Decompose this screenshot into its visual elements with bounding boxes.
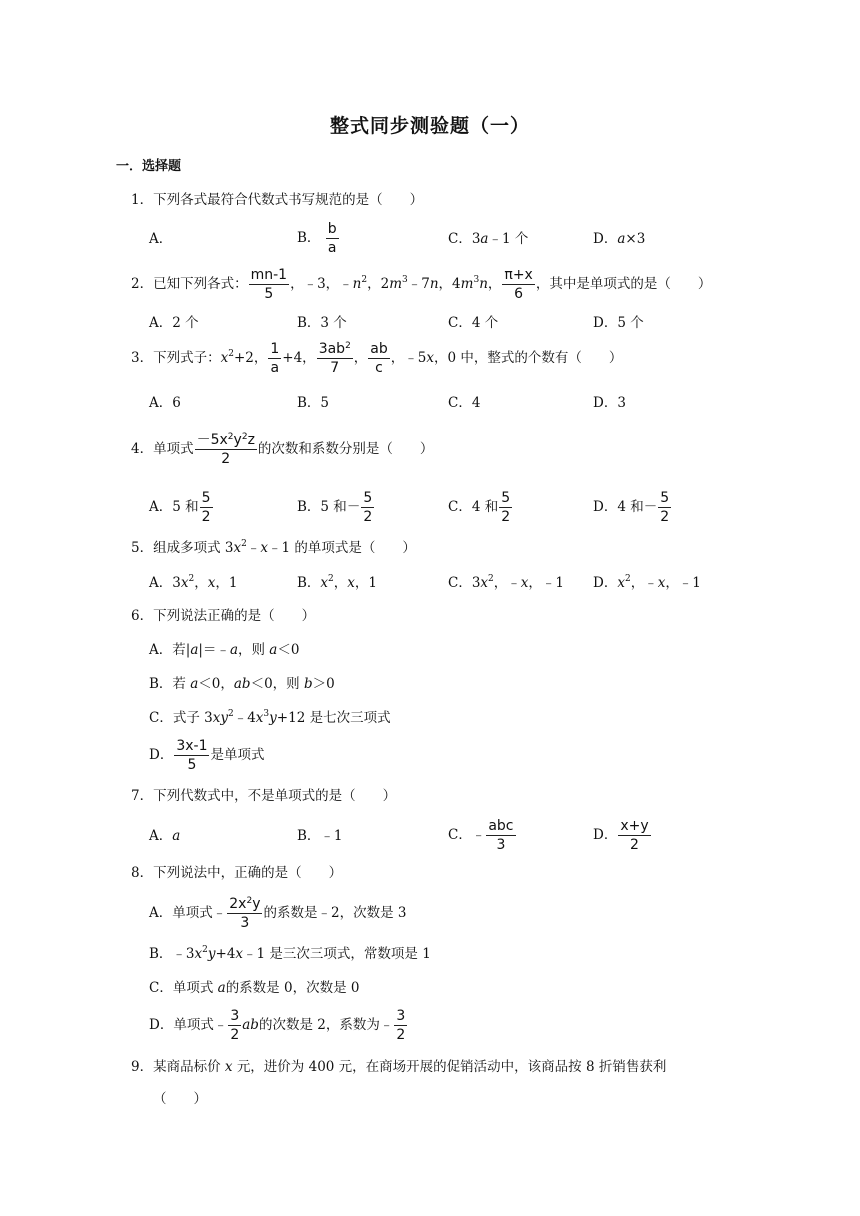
question-8-stem: 8．下列说法中，正确的是（ ） bbox=[131, 865, 343, 881]
q3-option-d: D．3 bbox=[593, 395, 626, 411]
q8-option-c: C．单项式 a的系数是 0，次数是 0 bbox=[149, 980, 360, 996]
q2-option-a: A．2 个 bbox=[149, 315, 199, 331]
q2-option-c: C．4 个 bbox=[448, 315, 499, 331]
q6-option-b: B．若 a＜0，ab＜0，则 b＞0 bbox=[149, 676, 335, 692]
q8-option-a: A．单项式﹣ $\frac{2x^2y}{3}$ 的系数是﹣2，次数是 3 bbox=[149, 896, 407, 931]
question-9-stem-line2: （ ） bbox=[153, 1091, 207, 1107]
q6-option-c: C．式子 $3xy^2﹣4x^3y+12$ 是七次三项式 bbox=[149, 709, 391, 726]
q7-option-b: B．﹣1 bbox=[297, 828, 343, 844]
q2-fraction-1: $\frac{mn-1}{5}$ bbox=[250, 267, 288, 302]
q7-option-a: A．a bbox=[149, 828, 181, 844]
q2-option-d: D．5 个 bbox=[593, 315, 644, 331]
question-2-stem: 2．已知下列各式： $\frac{mn-1}{5}$ ，﹣3，$﹣n^2$，$2m^3﹣7n$，$4m^3n$， $\frac{\pi+x}{6}$ ，其中是单项式的是（ ） bbox=[131, 267, 712, 302]
q5-option-d: D．$x^2$，﹣x，﹣1 bbox=[593, 574, 701, 591]
page-title: 整式同步测验题（一） bbox=[329, 115, 530, 137]
q2-fraction-2: $\frac{\pi+x}{6}$ bbox=[504, 267, 533, 302]
q7-option-c: C．﹣ $\frac{\text{abc}}{3}$ bbox=[448, 818, 514, 853]
q7-option-d: D． $\frac{x+y}{2}$ bbox=[593, 818, 649, 853]
q3-fraction-2: $\frac{3ab^2}{7}$ bbox=[318, 341, 351, 376]
question-7-stem: 7．下列代数式中，不是单项式的是（ ） bbox=[131, 788, 397, 804]
q6-option-a: A．若|a|＝﹣a，则 a＜0 bbox=[149, 642, 300, 658]
q4-option-a: A．5 和 $\frac{5}{2}$ bbox=[149, 490, 211, 525]
q1-option-d: D．a×3 bbox=[593, 231, 646, 247]
question-6-stem: 6．下列说法正确的是（ ） bbox=[131, 608, 316, 624]
question-5-stem: 5．组成多项式 $3x^2﹣x﹣1$ 的单项式是（ ） bbox=[131, 539, 416, 556]
q3-option-a: A．6 bbox=[149, 395, 181, 411]
q3-option-c: C．4 bbox=[448, 395, 481, 411]
q4-fraction: $\frac{-5x^2y^2z}{2}$ bbox=[196, 432, 255, 467]
question-3-stem: 3．下列式子：$x^2+2$， $\frac{1}{a}$ +4， $\frac{3ab^2}{7}$ ， $\frac{ab}{c}$ ，﹣5x，0 中，整式的个数有（ ） bbox=[131, 341, 623, 376]
q4-option-b: B．5 和－ $\frac{5}{2}$ bbox=[297, 490, 373, 525]
q1-option-b-label: B． bbox=[297, 230, 321, 246]
q5-option-c: C．$3x^2$，﹣x，﹣1 bbox=[448, 574, 564, 591]
q4-option-c: C．4 和 $\frac{5}{2}$ bbox=[448, 490, 511, 525]
section-heading: 一．选择题 bbox=[116, 159, 182, 174]
q5-option-a: A．$3x^2$，x，1 bbox=[149, 574, 238, 591]
q3-fraction-1: $\frac{1}{a}$ bbox=[270, 341, 280, 376]
q5-option-b: B．$x^2$，x，1 bbox=[297, 574, 377, 591]
q2-option-b: B．3 个 bbox=[297, 315, 347, 331]
q4-option-d: D．4 和－ $\frac{5}{2}$ bbox=[593, 490, 670, 525]
q8-option-d: D．单项式﹣ $\frac{3}{2}$ ab的次数是 2，系数为﹣ $\frac{3}{2}$ bbox=[149, 1008, 406, 1043]
q1-option-c: C．3a﹣1 个 bbox=[448, 231, 529, 247]
q6-option-d: D． $\frac{3x-1}{5}$ 是单项式 bbox=[149, 738, 265, 773]
q3-fraction-3: $\frac{ab}{c}$ bbox=[370, 341, 388, 376]
question-4-stem: 4．单项式 $\frac{-5x^2y^2z}{2}$ 的次数和系数分别是（ ） bbox=[131, 432, 434, 467]
question-9-stem: 9．某商品标价 x 元，进价为 400 元，在商场开展的促销活动中，该商品按 8 折销售获利 bbox=[131, 1059, 667, 1075]
q3-option-b: B．5 bbox=[297, 395, 330, 411]
q8-option-b: B．$﹣3x^2y+4x﹣1$ 是三次三项式，常数项是 1 bbox=[149, 945, 431, 962]
q1-option-b-fraction: $\frac{b}{a}$ bbox=[327, 221, 337, 256]
q1-option-b bbox=[297, 222, 340, 255]
question-1-stem: 1．下列各式最符合代数式书写规范的是（ ） bbox=[131, 192, 424, 208]
q1-option-a: A． bbox=[149, 231, 173, 247]
